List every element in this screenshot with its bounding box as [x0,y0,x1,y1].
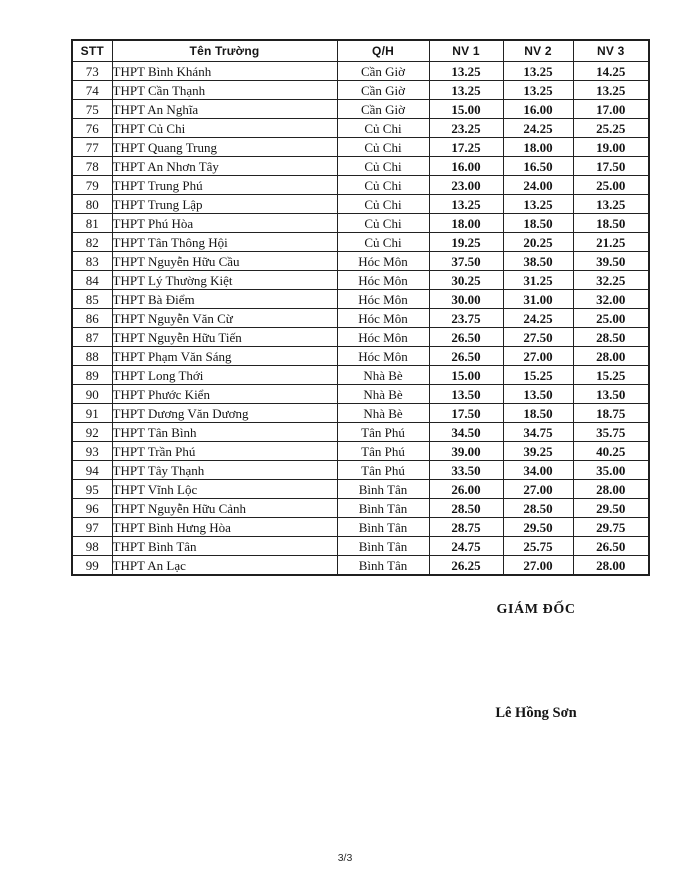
nv2-score-cell: 13.25 [503,62,573,81]
district-cell: Tân Phú [337,442,429,461]
school-name-cell: THPT Củ Chi [112,119,337,138]
nv3-score-cell: 28.00 [573,347,649,366]
table-row [72,518,649,537]
stt-cell: 93 [72,442,112,461]
nv3-score-cell: 29.75 [573,518,649,537]
stt-cell: 94 [72,461,112,480]
table-row [72,442,649,461]
school-name-cell: THPT Trần Phú [112,442,337,461]
school-name-cell: THPT Bình Tân [112,537,337,556]
nv2-score-cell: 27.00 [503,556,573,576]
table-row [72,195,649,214]
district-cell: Củ Chi [337,157,429,176]
district-cell: Hóc Môn [337,290,429,309]
table-row [72,366,649,385]
table-row [72,537,649,556]
signature-name: Lê Hồng Sơn [495,705,577,721]
nv2-score-cell: 38.50 [503,252,573,271]
table-row [72,290,649,309]
table-row [72,252,649,271]
admission-scores-table [71,39,650,576]
district-cell: Củ Chi [337,195,429,214]
nv2-score-cell: 31.25 [503,271,573,290]
district-cell: Bình Tân [337,518,429,537]
school-name-cell: THPT Trung Phú [112,176,337,195]
school-name-cell: THPT Nguyễn Văn Cừ [112,309,337,328]
district-cell: Củ Chi [337,233,429,252]
stt-cell: 88 [72,347,112,366]
table-row [72,214,649,233]
nv1-score-cell: 24.75 [429,537,503,556]
stt-cell: 75 [72,100,112,119]
nv1-score-cell: 23.25 [429,119,503,138]
column-header-district: Q/H [337,40,429,62]
stt-cell: 80 [72,195,112,214]
stt-cell: 73 [72,62,112,81]
district-cell: Bình Tân [337,537,429,556]
nv1-score-cell: 23.00 [429,176,503,195]
stt-cell: 84 [72,271,112,290]
table-row [72,423,649,442]
nv3-score-cell: 13.25 [573,195,649,214]
table-row [72,138,649,157]
school-name-cell: THPT Nguyễn Hữu Cảnh [112,499,337,518]
nv1-score-cell: 13.50 [429,385,503,404]
table-header-row [72,40,649,62]
nv1-score-cell: 28.75 [429,518,503,537]
nv3-score-cell: 14.25 [573,62,649,81]
school-name-cell: THPT Phước Kiển [112,385,337,404]
nv1-score-cell: 30.00 [429,290,503,309]
school-name-cell: THPT Bà Điểm [112,290,337,309]
district-cell: Bình Tân [337,556,429,576]
district-cell: Hóc Môn [337,252,429,271]
nv1-score-cell: 39.00 [429,442,503,461]
school-name-cell: THPT Bình Hưng Hòa [112,518,337,537]
signature-title: GIÁM ĐỐC [496,602,576,617]
nv2-score-cell: 18.00 [503,138,573,157]
table-row [72,461,649,480]
school-name-cell: THPT Tân Bình [112,423,337,442]
school-name-cell: THPT Dương Văn Dương [112,404,337,423]
stt-cell: 87 [72,328,112,347]
school-name-cell: THPT Vĩnh Lộc [112,480,337,499]
stt-cell: 91 [72,404,112,423]
nv2-score-cell: 25.75 [503,537,573,556]
district-cell: Bình Tân [337,499,429,518]
stt-cell: 81 [72,214,112,233]
nv3-score-cell: 25.00 [573,309,649,328]
nv3-score-cell: 28.50 [573,328,649,347]
district-cell: Nhà Bè [337,366,429,385]
nv3-score-cell: 25.25 [573,119,649,138]
nv3-score-cell: 15.25 [573,366,649,385]
school-name-cell: THPT Bình Khánh [112,62,337,81]
nv3-score-cell: 21.25 [573,233,649,252]
nv1-score-cell: 15.00 [429,100,503,119]
nv1-score-cell: 34.50 [429,423,503,442]
district-cell: Hóc Môn [337,347,429,366]
district-cell: Cần Giờ [337,81,429,100]
nv2-score-cell: 34.00 [503,461,573,480]
nv3-score-cell: 35.75 [573,423,649,442]
nv3-score-cell: 17.00 [573,100,649,119]
table-row [72,62,649,81]
stt-cell: 86 [72,309,112,328]
nv3-score-cell: 39.50 [573,252,649,271]
nv3-score-cell: 29.50 [573,499,649,518]
stt-cell: 79 [72,176,112,195]
stt-cell: 96 [72,499,112,518]
school-name-cell: THPT Trung Lập [112,195,337,214]
table-row [72,328,649,347]
district-cell: Hóc Môn [337,328,429,347]
stt-cell: 92 [72,423,112,442]
table-row [72,347,649,366]
table-row [72,385,649,404]
nv3-score-cell: 19.00 [573,138,649,157]
school-name-cell: THPT Phú Hòa [112,214,337,233]
nv2-score-cell: 29.50 [503,518,573,537]
nv1-score-cell: 13.25 [429,195,503,214]
district-cell: Bình Tân [337,480,429,499]
stt-cell: 95 [72,480,112,499]
nv1-score-cell: 26.50 [429,328,503,347]
nv2-score-cell: 20.25 [503,233,573,252]
nv2-score-cell: 16.50 [503,157,573,176]
nv1-score-cell: 23.75 [429,309,503,328]
page-number: 3/3 [337,852,353,864]
district-cell: Tân Phú [337,423,429,442]
stt-cell: 97 [72,518,112,537]
table-row [72,404,649,423]
nv3-score-cell: 32.00 [573,290,649,309]
table-body [72,62,649,576]
school-name-cell: THPT Lý Thường Kiệt [112,271,337,290]
school-name-cell: THPT Cần Thạnh [112,81,337,100]
nv3-score-cell: 28.00 [573,480,649,499]
nv3-score-cell: 32.25 [573,271,649,290]
nv1-score-cell: 15.00 [429,366,503,385]
nv2-score-cell: 31.00 [503,290,573,309]
table-row [72,233,649,252]
district-cell: Củ Chi [337,138,429,157]
nv1-score-cell: 30.25 [429,271,503,290]
district-cell: Củ Chi [337,119,429,138]
column-header-stt: STT [72,40,112,62]
district-cell: Củ Chi [337,214,429,233]
nv2-score-cell: 27.00 [503,347,573,366]
nv3-score-cell: 25.00 [573,176,649,195]
nv2-score-cell: 13.50 [503,385,573,404]
nv2-score-cell: 18.50 [503,404,573,423]
nv3-score-cell: 40.25 [573,442,649,461]
stt-cell: 78 [72,157,112,176]
nv1-score-cell: 16.00 [429,157,503,176]
district-cell: Hóc Môn [337,309,429,328]
school-name-cell: THPT Nguyễn Hữu Cầu [112,252,337,271]
nv3-score-cell: 13.50 [573,385,649,404]
stt-cell: 90 [72,385,112,404]
table-row [72,81,649,100]
table-row [72,499,649,518]
nv1-score-cell: 18.00 [429,214,503,233]
nv2-score-cell: 13.25 [503,81,573,100]
nv1-score-cell: 26.00 [429,480,503,499]
table-row [72,100,649,119]
nv3-score-cell: 35.00 [573,461,649,480]
table-row [72,157,649,176]
nv2-score-cell: 27.50 [503,328,573,347]
school-name-cell: THPT Long Thới [112,366,337,385]
nv1-score-cell: 26.25 [429,556,503,576]
nv2-score-cell: 15.25 [503,366,573,385]
table-row [72,176,649,195]
nv2-score-cell: 28.50 [503,499,573,518]
nv1-score-cell: 26.50 [429,347,503,366]
nv1-score-cell: 28.50 [429,499,503,518]
nv1-score-cell: 33.50 [429,461,503,480]
nv1-score-cell: 17.25 [429,138,503,157]
stt-cell: 89 [72,366,112,385]
stt-cell: 82 [72,233,112,252]
nv2-score-cell: 13.25 [503,195,573,214]
nv2-score-cell: 24.00 [503,176,573,195]
nv2-score-cell: 24.25 [503,119,573,138]
district-cell: Nhà Bè [337,404,429,423]
stt-cell: 98 [72,537,112,556]
district-cell: Củ Chi [337,176,429,195]
school-name-cell: THPT Tân Thông Hội [112,233,337,252]
nv1-score-cell: 13.25 [429,81,503,100]
stt-cell: 76 [72,119,112,138]
column-header-school-name: Tên Trường [112,40,337,62]
stt-cell: 83 [72,252,112,271]
school-name-cell: THPT Quang Trung [112,138,337,157]
nv2-score-cell: 18.50 [503,214,573,233]
table-row [72,271,649,290]
nv1-score-cell: 37.50 [429,252,503,271]
school-name-cell: THPT Nguyễn Hữu Tiến [112,328,337,347]
stt-cell: 74 [72,81,112,100]
table-row [72,480,649,499]
column-header-nv2: NV 2 [503,40,573,62]
table-row [72,556,649,576]
nv2-score-cell: 16.00 [503,100,573,119]
district-cell: Cần Giờ [337,100,429,119]
nv3-score-cell: 13.25 [573,81,649,100]
nv2-score-cell: 34.75 [503,423,573,442]
nv3-score-cell: 18.50 [573,214,649,233]
school-name-cell: THPT An Nhơn Tây [112,157,337,176]
district-cell: Nhà Bè [337,385,429,404]
nv2-score-cell: 24.25 [503,309,573,328]
nv2-score-cell: 39.25 [503,442,573,461]
school-name-cell: THPT Phạm Văn Sáng [112,347,337,366]
column-header-nv1: NV 1 [429,40,503,62]
nv3-score-cell: 18.75 [573,404,649,423]
nv3-score-cell: 26.50 [573,537,649,556]
nv1-score-cell: 13.25 [429,62,503,81]
stt-cell: 99 [72,556,112,576]
school-name-cell: THPT An Lạc [112,556,337,576]
school-name-cell: THPT Tây Thạnh [112,461,337,480]
nv2-score-cell: 27.00 [503,480,573,499]
stt-cell: 85 [72,290,112,309]
column-header-nv3: NV 3 [573,40,649,62]
district-cell: Cần Giờ [337,62,429,81]
nv1-score-cell: 19.25 [429,233,503,252]
table-row [72,309,649,328]
nv3-score-cell: 17.50 [573,157,649,176]
district-cell: Hóc Môn [337,271,429,290]
table-row [72,119,649,138]
nv3-score-cell: 28.00 [573,556,649,576]
stt-cell: 77 [72,138,112,157]
school-name-cell: THPT An Nghĩa [112,100,337,119]
nv1-score-cell: 17.50 [429,404,503,423]
district-cell: Tân Phú [337,461,429,480]
